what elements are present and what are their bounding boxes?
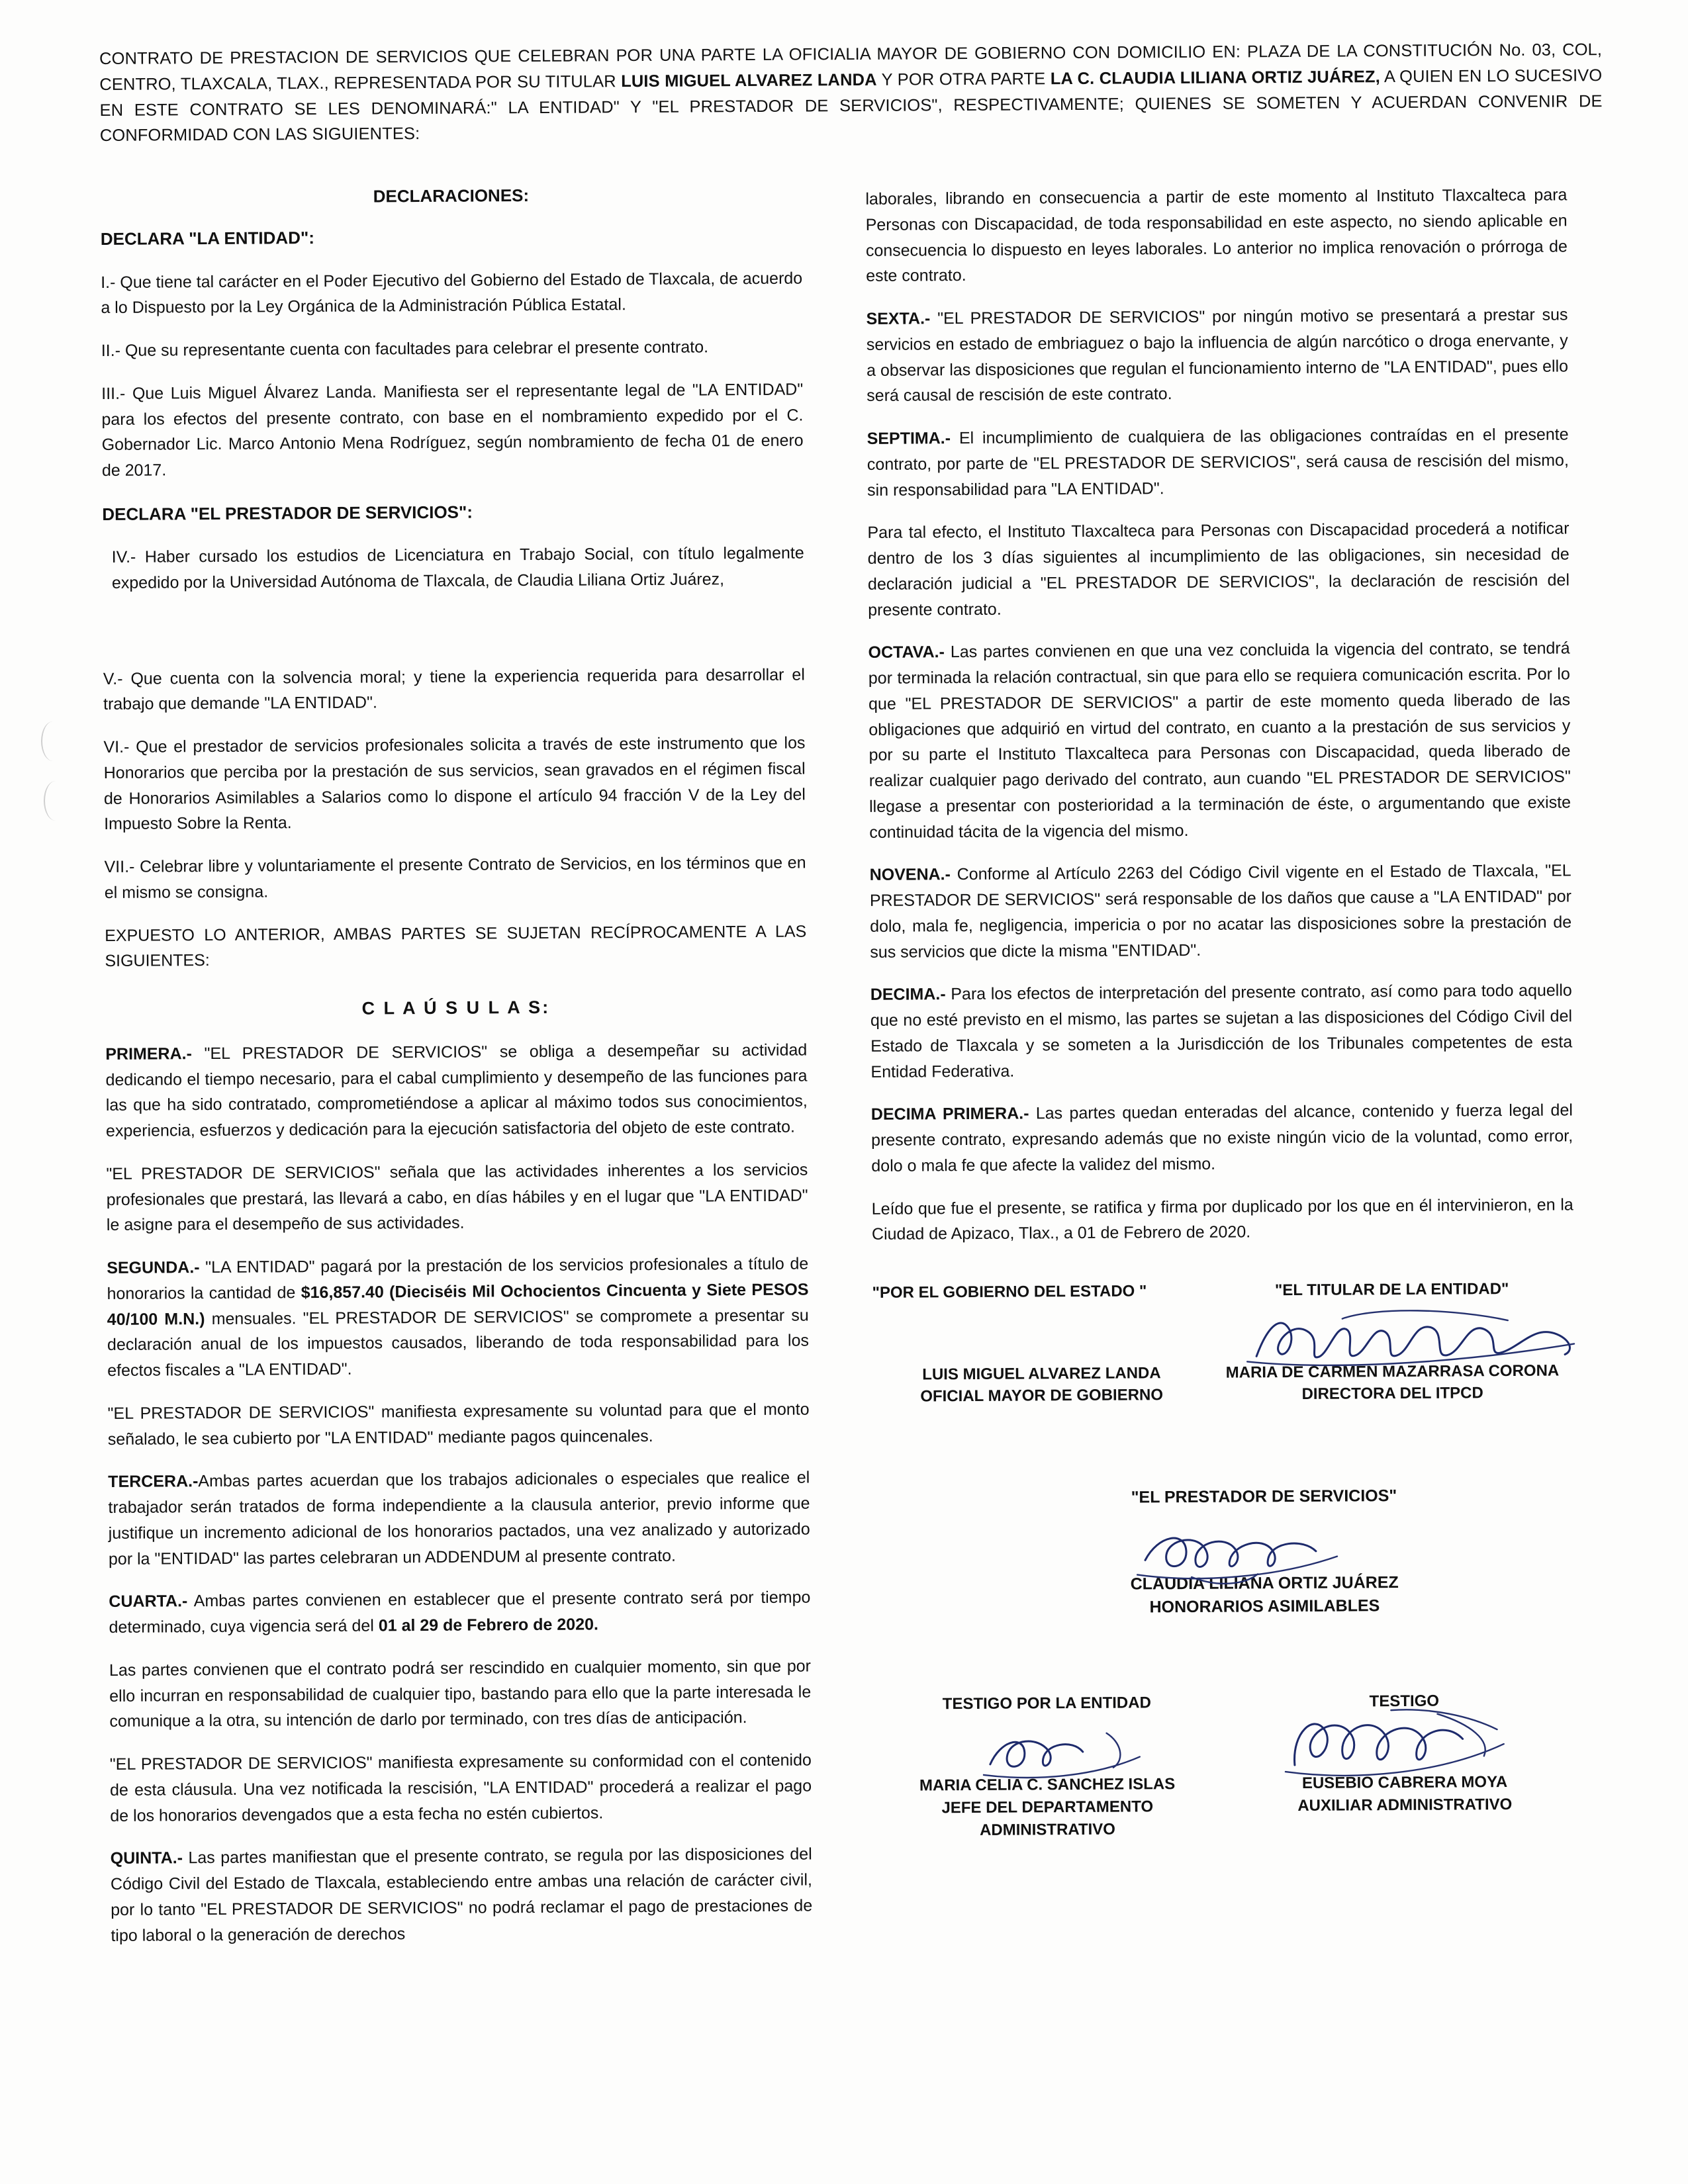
declaracion-i: I.- Que tiene tal carácter en el Poder Ejecutivo del Gobierno del Estado de Tlaxcala, de acuerdo a lo Dispuesto por la Ley Orgánica de la Administración Pública Estatal. — [101, 269, 803, 318]
signature-name-titular: MARIA DE CARMEN MAZARRASA CORONA — [1225, 1361, 1560, 1382]
contract-intro-paragraph — [99, 37, 1603, 149]
clausula-decima-primera — [871, 1098, 1573, 1179]
signature-row-2 — [873, 1483, 1575, 1620]
clausula-octava — [868, 636, 1571, 845]
clausula-octava-text: Las partes convienen en que una vez concluida la vigencia del contrato, se tendrá por terminada la relación contractual, sin que para ello se requiera comunicación escrita. Por lo que "EL PRESTADOR DE SERVICIOS" a partir de este momento queda liberado de las obligaciones que adquirió en virtud del contrato, en cuanto a la prestación de sus servicios y por su parte el Instituto Tlaxcalteca para Personas con Discapacidad, queda liberado de realizar cualquier pago derivado del contrato, aun cuando "EL PRESTADOR DE SERVICIOS" llegase a presentar con posterioridad a la terminación de éste, o argumentando que existe continuidad tácita de la vigencia del mismo. — [868, 639, 1571, 842]
clausula-tercera-text: Ambas partes acuerdan que los trabajos adicionales o especiales que realice el trabajador serán tratados de forma independiente a la clausula anterior, previo informe que justifique un incremento adicional de los honorarios pactados, una vez analizado y autorizado por la "ENTIDAD" las partes celebraran un ADDENDUM al presente contrato. — [108, 1468, 810, 1569]
signature-block-titular — [1210, 1277, 1575, 1406]
declara-entidad-heading: DECLARA "LA ENTIDAD": — [100, 228, 315, 250]
clausula-quinta-continuacion: laborales, librando en consecuencia a partir de este momento al Instituto Tlaxcalteca para Personas con Discapacidad, de toda responsabilidad en este aspecto, no siendo aplicable en consecuencia lo dispuesto en leyes laborales. Lo anterior no implica renovación o prórroga de este contrato. — [865, 185, 1568, 286]
hole-punch-mark-bottom — [44, 781, 68, 821]
two-column-body — [100, 175, 1613, 1966]
clausula-novena — [870, 858, 1572, 965]
signature-row-3 — [874, 1689, 1577, 1842]
clausula-tercera-label: TERCERA.- — [108, 1472, 199, 1492]
clausula-cuarta-vigencia: 01 al 29 de Febrero de 2020. — [378, 1615, 598, 1635]
clausula-sexta-label: SEXTA.- — [866, 309, 931, 328]
signature-label-titular: "EL TITULAR DE LA ENTIDAD" — [1274, 1280, 1509, 1300]
declaraciones-heading: DECLARACIONES: — [373, 185, 530, 206]
clausula-decima-label: DECIMA.- — [870, 985, 946, 1005]
clausula-segunda-p2: "EL PRESTADOR DE SERVICIOS" manifiesta expresamente su voluntad para que el monto señalado, le sea cubierto por "LA ENTIDAD" mediante pagos quincenales. — [107, 1400, 810, 1449]
signature-area — [872, 1277, 1576, 1839]
clausula-cuarta-p2: Las partes convienen que el contrato podrá ser rescindido en cualquier momento, sin que por ello incurran en responsabilidad de cualquier tipo, bastando para ello que la parte interesada le comunique a la otra, su intención de darlo por terminado, con tres días de anticipación. — [109, 1657, 812, 1731]
signature-title-testigo-entidad-2: ADMINISTRATIVO — [979, 1820, 1116, 1839]
clausula-cuarta-text-1: Ambas partes convienen en establecer que el presente contrato será por tiempo determinado, cuya vigencia será del — [109, 1588, 811, 1637]
signature-name-prestador: CLAUDIA LILIANA ORTIZ JUÁREZ — [1130, 1572, 1399, 1594]
signature-label-prestador: "EL PRESTADOR DE SERVICIOS" — [1131, 1486, 1397, 1507]
declaracion-vi: VI.- Que el prestador de servicios profesionales solicita a través de este instrumento que los Honorarios que perciba por la prestación de sus servicios, sean gravados en el régimen fiscal de Honorarios Asimilables a Salarios como lo dispone el artículo 94 fracción V de la Ley del Impuesto Sobre la Renta. — [103, 733, 806, 834]
clausula-segunda-label: SEGUNDA.- — [107, 1258, 200, 1278]
clausula-quinta — [111, 1842, 813, 1948]
declaracion-vii: VII.- Celebrar libre y voluntariamente el presente Contrato de Servicios, en los términos que en el mismo se consigna. — [104, 853, 806, 902]
intro-bold-prestador: LA C. CLAUDIA LILIANA ORTIZ JUÁREZ, — [1050, 67, 1380, 88]
intro-text-part-3: A QUIEN EN LO SUCESIVO EN ESTE CONTRATO SE LES DENOMINARÁ:" LA ENTIDAD" Y "EL PRESTADOR DE SERVICIOS", RESPECTIVAMENTE; QUIENES SE SOMETEN Y ACUERDAN CONVENIR DE CONFORMIDAD CON LAS SIGUIENTES: — [99, 66, 1603, 146]
declaracion-ii: II.- Que su representante cuenta con facultades para celebrar el presente contrato. — [101, 338, 709, 361]
clausula-cuarta-p3: "EL PRESTADOR DE SERVICIOS" manifiesta expresamente su conformidad con el contenido de esta cláusula. Una vez notificada la rescisión, "LA ENTIDAD" procederá a realizar el pago de los honorarios devengados que a esta fecha no estén cubiertos. — [109, 1751, 812, 1825]
clausula-septima — [867, 422, 1570, 503]
signature-title-titular: DIRECTORA DEL ITPCD — [1301, 1384, 1483, 1404]
document-sheet — [99, 37, 1614, 1966]
clausula-segunda-amount: $16,857.40 (Dieciséis Mil Ochocientos Cincuenta y Siete PESOS 40/100 M.N.) — [107, 1280, 809, 1329]
signature-title-testigo: AUXILIAR ADMINISTRATIVO — [1297, 1795, 1513, 1815]
signature-label-testigo: TESTIGO — [1369, 1692, 1440, 1711]
declaracion-iii: III.- Que Luis Miguel Álvarez Landa. Manifiesta ser el representante legal de "LA ENTIDAD" para los efectos del presente contrato, con base en el nombramiento expedido por el C. Gobernador Lic. Marco Antonio Mena Rodríguez, según nombramiento de fecha 01 de enero de 2017. — [101, 380, 804, 480]
declaracion-v: V.- Que cuenta con la solvencia moral; y tiene la experiencia requerida para desarrollar el trabajo que demande "LA ENTIDAD". — [103, 665, 805, 714]
signature-label-testigo-entidad: TESTIGO POR LA ENTIDAD — [942, 1694, 1151, 1713]
clausula-septima-text: El incumplimiento de cualquiera de las obligaciones contraídas en el presente contrato, por parte de "EL PRESTADOR DE SERVICIOS", será causa de rescisión del mismo, sin responsabilidad para "LA ENTIDAD". — [867, 425, 1569, 500]
clausula-sexta — [866, 302, 1568, 408]
clausula-quinta-text: Las partes manifiestan que el presente contrato, se regula por las disposiciones del Código Civil del Estado de Tlaxcala, estableciendo entre ambas una relación de carácter civil, por lo tanto "EL PRESTADOR DE SERVICIOS" no podrá reclamar el pago de prestaciones de tipo laboral o la generación de derechos — [110, 1844, 813, 1945]
signature-block-testigo-entidad — [874, 1691, 1219, 1842]
signature-row-1 — [872, 1277, 1574, 1408]
clausula-sexta-text: "EL PRESTADOR DE SERVICIOS" por ningún motivo se presentará a prestar sus servicios en estado de embriaguez o bajo la influencia de algún narcótico o droga enervante, y a observar las disposiciones que regulan el funcionamiento interno de "LA ENTIDAD", pues ello será causal de rescisión de este contrato. — [866, 305, 1569, 406]
intro-bold-entidad-titular: LUIS MIGUEL ALVAREZ LANDA — [621, 70, 877, 91]
signature-name-testigo-entidad: MARIA CELIA C. SANCHEZ ISLAS — [919, 1775, 1176, 1795]
clausula-quinta-label: QUINTA.- — [110, 1848, 183, 1868]
clausula-decima-primera-label: DECIMA PRIMERA.- — [870, 1104, 1029, 1124]
signature-block-gobierno — [872, 1280, 1211, 1408]
intro-text-part-1: CONTRATO DE PRESTACION DE SERVICIOS QUE CELEBRAN POR UNA PARTE LA OFICIALIA MAYOR DE GOBIERNO CON DOMICILIO EN: PLAZA DE LA CONSTITUCIÓN No. 03, COL, CENTRO, TLAXCALA, TLAX., REPRESENTADA POR SU TITULAR — [99, 40, 1603, 94]
signature-title-testigo-entidad-1: JEFE DEL DEPARTAMENTO — [941, 1797, 1154, 1817]
cierre-paragraph: Leído que fue el presente, se ratifica y firma por duplicado por los que en él intervinieron, en la Ciudad de Apizaco, Tlax., a 01 de Febrero de 2020. — [871, 1195, 1573, 1244]
left-column — [100, 181, 812, 1966]
signature-name-gobierno: LUIS MIGUEL ALVAREZ LANDA — [922, 1363, 1161, 1384]
clausula-octava-label: OCTAVA.- — [868, 643, 945, 662]
clausula-primera-text: "EL PRESTADOR DE SERVICIOS" se obliga a desempeñar su actividad dedicando el tiempo necesario, para el cabal cumplimiento y desempeño de las funciones para las que ha sido contratado, comprometiéndose a aplicar al máximo todos sus conocimientos, experiencia, esfuerzos y dedicación para la ejecución satisfactoria del objeto de este contrato. — [105, 1040, 808, 1141]
signature-block-prestador — [953, 1483, 1575, 1620]
clausula-segunda-text-2: mensuales. "EL PRESTADOR DE SERVICIOS" se compromete a presentar su declaración anual de los impuestos causados, liberando de toda responsabilidad para los efectos fiscales a "LA ENTIDAD". — [107, 1306, 810, 1381]
clausula-septima-p2: Para tal efecto, el Instituto Tlaxcalteca para Personas con Discapacidad procederá a notificar dentro de los 3 días siguientes al incumplimiento de las obligaciones, sin necesidad de declaración judicial a "EL PRESTADOR DE SERVICIOS", la declaración de rescisión del presente contrato. — [867, 519, 1570, 619]
clausula-decima-text: Para los efectos de interpretación del presente contrato, así como para todo aquello que no esté previsto en el mismo, las partes se sujetan a las disposiciones del Código Civil del Estado de Tlaxcala y se someten a la Jurisdicción de los Tribunales competentes de esta Entidad Federativa. — [870, 981, 1573, 1081]
clausula-cuarta — [109, 1585, 810, 1641]
signature-title-prestador: HONORARIOS ASIMILABLES — [1149, 1596, 1380, 1617]
right-column — [865, 175, 1577, 1961]
signature-block-testigo — [1232, 1689, 1577, 1840]
clausula-segunda-text-1: "LA ENTIDAD" pagará por la prestación de los servicios profesionales a título de honorarios la cantidad de — [107, 1254, 809, 1303]
clausulas-heading: C L A Ú S U L A S: — [361, 997, 551, 1019]
clausula-decima-primera-text: Las partes quedan enteradas del alcance, contenido y fuerza legal del presente contrato, expresando además que no existe ningún vicio de la voluntad, como error, dolo o mala fe que afecte la validez del mismo. — [871, 1101, 1573, 1175]
expuesto-lo-anterior: EXPUESTO LO ANTERIOR, AMBAS PARTES SE SUJETAN RECÍPROCAMENTE A LAS SIGUIENTES: — [105, 922, 807, 971]
clausula-primera — [105, 1037, 808, 1144]
signature-name-testigo: EUSEBIO CABRERA MOYA — [1301, 1773, 1508, 1793]
clausula-primera-p2: "EL PRESTADOR DE SERVICIOS" señala que las actividades inherentes a los servicios profesionales que prestará, las llevará a cabo, en días hábiles y en el lugar que "LA ENTIDAD" le asigne para el desempeño de sus actividades. — [106, 1160, 808, 1235]
declara-prestador-heading: DECLARA "EL PRESTADOR DE SERVICIOS": — [102, 502, 473, 524]
hole-punch-mark-top — [41, 721, 65, 761]
clausula-novena-text: Conforme al Artículo 2263 del Código Civil vigente en el Estado de Tlaxcala, "EL PRESTADOR DE SERVICIOS" será responsable de los daños que cause a "LA ENTIDAD" por dolo, mala fe, negligencia, impericia o por no acatar las disposiciones sobre la prestación de sus servicios que dicte la misma "ENTIDAD". — [869, 861, 1572, 962]
clausula-tercera — [108, 1465, 810, 1572]
clausula-primera-label: PRIMERA.- — [105, 1044, 192, 1064]
signature-label-gobierno: "POR EL GOBIERNO DEL ESTADO " — [872, 1282, 1147, 1302]
clausula-cuarta-label: CUARTA.- — [109, 1592, 188, 1612]
clausula-novena-label: NOVENA.- — [869, 865, 951, 885]
signature-title-gobierno: OFICIAL MAYOR DE GOBIERNO — [920, 1386, 1164, 1406]
clausula-septima-label: SEPTIMA.- — [867, 429, 951, 448]
clausula-decima — [870, 978, 1573, 1085]
intro-text-part-2: Y POR OTRA PARTE — [876, 69, 1051, 89]
clausula-segunda — [107, 1251, 809, 1384]
declaracion-iv: IV.- Haber cursado los estudios de Licenciatura en Trabajo Social, con título legalmente expedido por la Universidad Autónoma de Tlaxcala, de Claudia Liliana Ortiz Juárez, — [111, 543, 804, 592]
